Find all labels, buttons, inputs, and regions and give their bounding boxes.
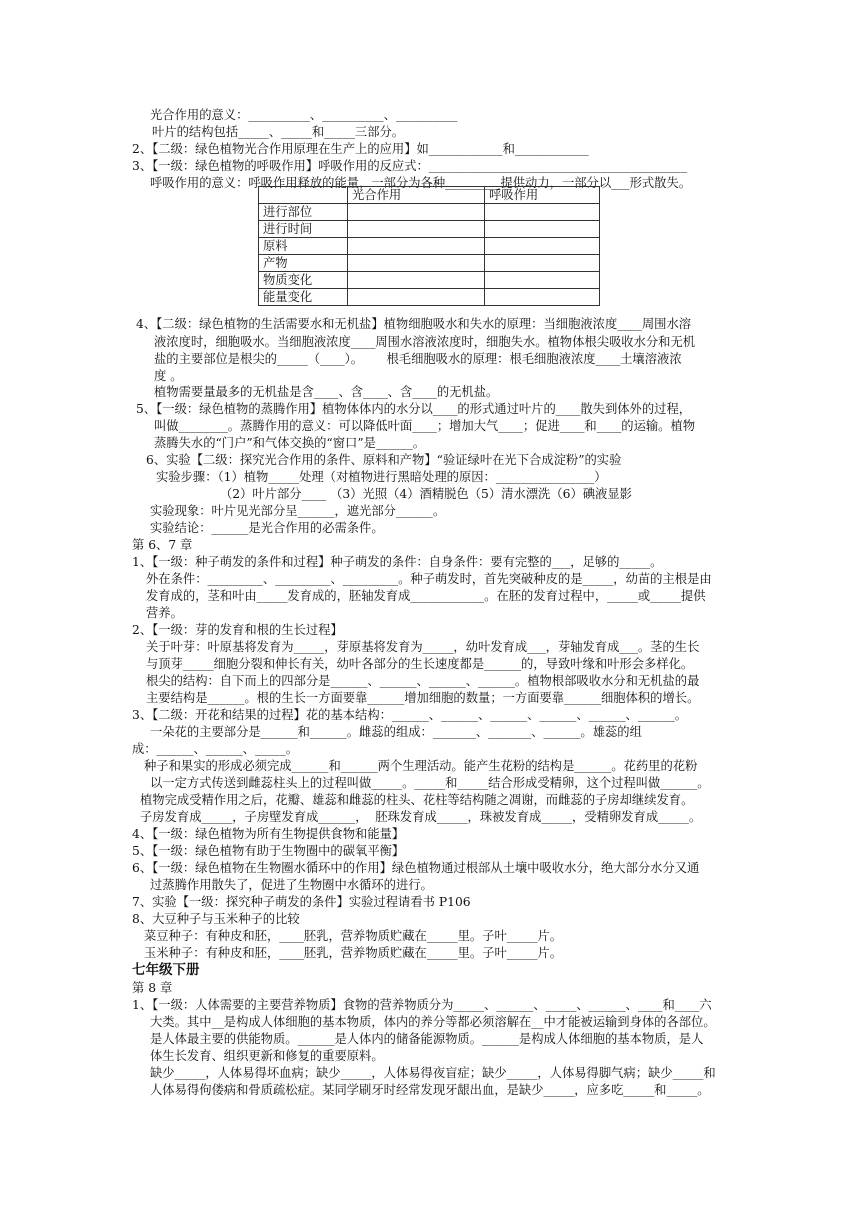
text-line: 关于叶芽：叶原基将发育为_____，芽原基将发育为_____，幼叶发育成___，芽轴发育成___。茎的生长 bbox=[146, 640, 700, 654]
row-label: 能量变化 bbox=[259, 289, 348, 306]
comparison-table bbox=[258, 186, 600, 306]
table-header-row bbox=[259, 187, 600, 204]
text-line: 种子和果实的形成必须完成______和______两个生理活动。能产生花粉的结构是______。花药里的花粉 bbox=[144, 759, 698, 773]
text-line: 4、【一级：绿色植物为所有生物提供食物和能量】 bbox=[132, 827, 405, 841]
text-line: 植物需要量最多的无机盐是含____、含____、含____的无机盐。 bbox=[154, 385, 499, 399]
text-line: 6、实验【二级：探究光合作用的条件、原料和产物】“验证绿叶在光下合成淀粉”的实验 bbox=[146, 453, 622, 467]
blank-cell bbox=[348, 221, 485, 238]
text-line: 3、【一级：绿色植物的呼吸作用】呼吸作用的反应式：__________________________________________ bbox=[132, 159, 688, 173]
text-line: 成：______、______、_____。 bbox=[132, 742, 299, 756]
text-line: 实验步骤：（1）植物_____处理（对植物进行黑暗处理的原因：________________） bbox=[156, 470, 607, 484]
text-line: 子房发育成_____，子房壁发育成______， 胚珠发育成_____，珠被发育成_____，受精卵发育成_____。 bbox=[140, 810, 702, 824]
text-line: 7、实验【一级：探究种子萌发的条件】实验过程请看书 P106 bbox=[132, 895, 471, 909]
text-line: 叶片的结构包括_____、_____和_____三部分。 bbox=[152, 125, 405, 139]
text-line: 1、【一级：种子萌发的条件和过程】种子萌发的条件：自身条件：要有完整的___，足够的_____。 bbox=[132, 555, 663, 569]
text-line: 8、大豆种子与玉米种子的比较 bbox=[132, 912, 300, 926]
text-line: 缺少_____，人体易得坏血病；缺少_____，人体易得夜盲症；缺少_____，人体易得脚气病；缺少_____和 bbox=[150, 1066, 716, 1080]
text-line: 是人体最主要的供能物质。______是人体内的储备能源物质。______是构成人体细胞的基本物质，是人 bbox=[150, 1032, 704, 1046]
text-line: 盐的主要部位是根尖的_____（____）。 根毛细胞吸水的原理：根毛细胞液浓度____土壤溶液浓 bbox=[154, 352, 682, 366]
blank-cell bbox=[485, 289, 600, 306]
text-line: 6、【一级：绿色植物在生物圈水循环中的作用】绿色植物通过根部从土壤中吸收水分，绝大部分水分又通 bbox=[132, 861, 700, 875]
text-line: 实验结论：______是光合作用的必需条件。 bbox=[150, 521, 384, 535]
text-line: 体生长发育、组织更新和修复的重要原料。 bbox=[150, 1049, 384, 1063]
text-line: 度 。 bbox=[154, 369, 183, 383]
row-label: 原料 bbox=[259, 238, 348, 255]
text-line: 3、【二级：开花和结果的过程】花的基本结构：______、______、______、______、______、______。 bbox=[132, 708, 688, 722]
text-line: 5、【一级：绿色植物的蒸腾作用】植物体体内的水分以____的形式通过叶片的____散失到体外的过程， bbox=[136, 402, 692, 416]
text-line: 1、【一级：人体需要的主要营养物质】食物的营养物质分为_____、______、_____、______、____和____六 bbox=[132, 998, 712, 1012]
text-line: 以一定方式传送到雌蕊柱头上的过程叫做_____。_____和_____结合形成受精卵，这个过程叫做______。 bbox=[150, 776, 710, 790]
text-line: 液浓度时，细胞吸水。当细胞液浓度____周围水溶液浓度时，细胞失水。植物体根尖吸收水分和无机 bbox=[154, 335, 696, 349]
blank-cell bbox=[485, 238, 600, 255]
text-line: 发育成的，茎和叶由_____发育成的，胚轴发育成____________。在胚的发育过程中，_____或_____提供 bbox=[146, 589, 706, 603]
text-line: 主要结构是______。根的生长一方面要靠______增加细胞的数量；一方面要靠______细胞体积的增长。 bbox=[146, 691, 700, 705]
text-line: 呼吸作用的意义：呼吸作用释放的能量，一部分为各种_________提供动力，一部分以___形式散失。 bbox=[150, 176, 692, 190]
table-row bbox=[259, 238, 600, 255]
text-line: 外在条件：_________、_________、_________。种子萌发时，首先突破种皮的是_____，幼苗的主根是由 bbox=[146, 572, 712, 586]
text-line: （2）叶片部分____ （3）光照（4）酒精脱色（5）清水漂洗（6）碘液显影 bbox=[220, 487, 632, 501]
table-row bbox=[259, 255, 600, 272]
text-line: 第 6、7 章 bbox=[132, 538, 193, 552]
table-row bbox=[259, 272, 600, 289]
text-line: 实验现象：叶片见光部分呈______，遮光部分______。 bbox=[150, 504, 446, 518]
text-line: 人体易得佝偻病和骨质疏松症。某同学刷牙时经常发现牙龈出血，是缺少_____，应多吃_____和_____。 bbox=[150, 1083, 710, 1097]
text-line: 5、【一级：绿色植物有助于生物圈中的碳氧平衡】 bbox=[132, 844, 405, 858]
blank-cell bbox=[348, 272, 485, 289]
table-header-cell: 光合作用 bbox=[348, 187, 485, 204]
table-row bbox=[259, 221, 600, 238]
text-line: 2、【二级：绿色植物光合作用原理在生产上的应用】如____________和____________ bbox=[132, 142, 589, 156]
row-label: 进行部位 bbox=[259, 204, 348, 221]
text-line: 第 8 章 bbox=[132, 981, 173, 995]
text-line: 2、【一级：芽的发育和根的生长过程】 bbox=[132, 623, 343, 637]
blank-cell bbox=[485, 221, 600, 238]
text-line: 一朵花的主要部分是______和______。雌蕊的组成：_______、_______、______。雄蕊的组 bbox=[150, 725, 642, 739]
table-header-cell: 呼吸作用 bbox=[485, 187, 600, 204]
text-line: 叫做________。蒸腾作用的意义：可以降低叶面____；增加大气____；促进____和____的运输。植物 bbox=[154, 419, 696, 433]
blank-cell bbox=[485, 204, 600, 221]
table-header-cell bbox=[259, 187, 348, 204]
row-label: 进行时间 bbox=[259, 221, 348, 238]
blank-cell bbox=[348, 204, 485, 221]
text-line: 植物完成受精作用之后，花瓣、雄蕊和雌蕊的柱头、花柱等结构随之凋谢，而雌蕊的子房却继续发育。 bbox=[140, 793, 694, 807]
blank-cell bbox=[348, 238, 485, 255]
text-line: 蒸腾失水的“门户”和气体交换的“窗口”是______。 bbox=[154, 436, 426, 450]
text-line: 光合作用的意义：__________、__________、__________ bbox=[150, 108, 458, 122]
text-line: 营养。 bbox=[146, 606, 183, 620]
row-label: 产物 bbox=[259, 255, 348, 272]
blank-cell bbox=[485, 272, 600, 289]
blank-cell bbox=[348, 289, 485, 306]
text-line: 根尖的结构：自下而上的四部分是______、______、______、______。植物根部吸收水分和无机盐的最 bbox=[146, 674, 700, 688]
row-label: 物质变化 bbox=[259, 272, 348, 289]
text-line: 4、【二级：绿色植物的生活需要水和无机盐】植物细胞吸水和失水的原理：当细胞液浓度____周围水溶 bbox=[136, 317, 692, 331]
section-heading: 七年级下册 bbox=[132, 962, 200, 978]
blank-cell bbox=[485, 255, 600, 272]
table-row bbox=[259, 204, 600, 221]
text-line: 与顶芽_____细胞分裂和伸长有关，幼叶各部分的生长速度都是______的，导致叶缘和叶形会多样化。 bbox=[146, 657, 694, 671]
table-row bbox=[259, 289, 600, 306]
blank-cell bbox=[348, 255, 485, 272]
text-line: 过蒸腾作用散失了，促进了生物圈中水循环的进行。 bbox=[150, 878, 433, 892]
text-line: 菜豆种子：有种皮和胚，____胚乳，营养物质贮藏在_____里。子叶_____片。 bbox=[144, 929, 563, 943]
text-line: 玉米种子：有种皮和胚，____胚乳，营养物质贮藏在_____里。子叶_____片。 bbox=[144, 946, 563, 960]
text-line: 大类。其中__是构成人体细胞的基本物质，体内的养分等都必须溶解在__中才能被运输到身体的各部位。 bbox=[150, 1015, 716, 1029]
